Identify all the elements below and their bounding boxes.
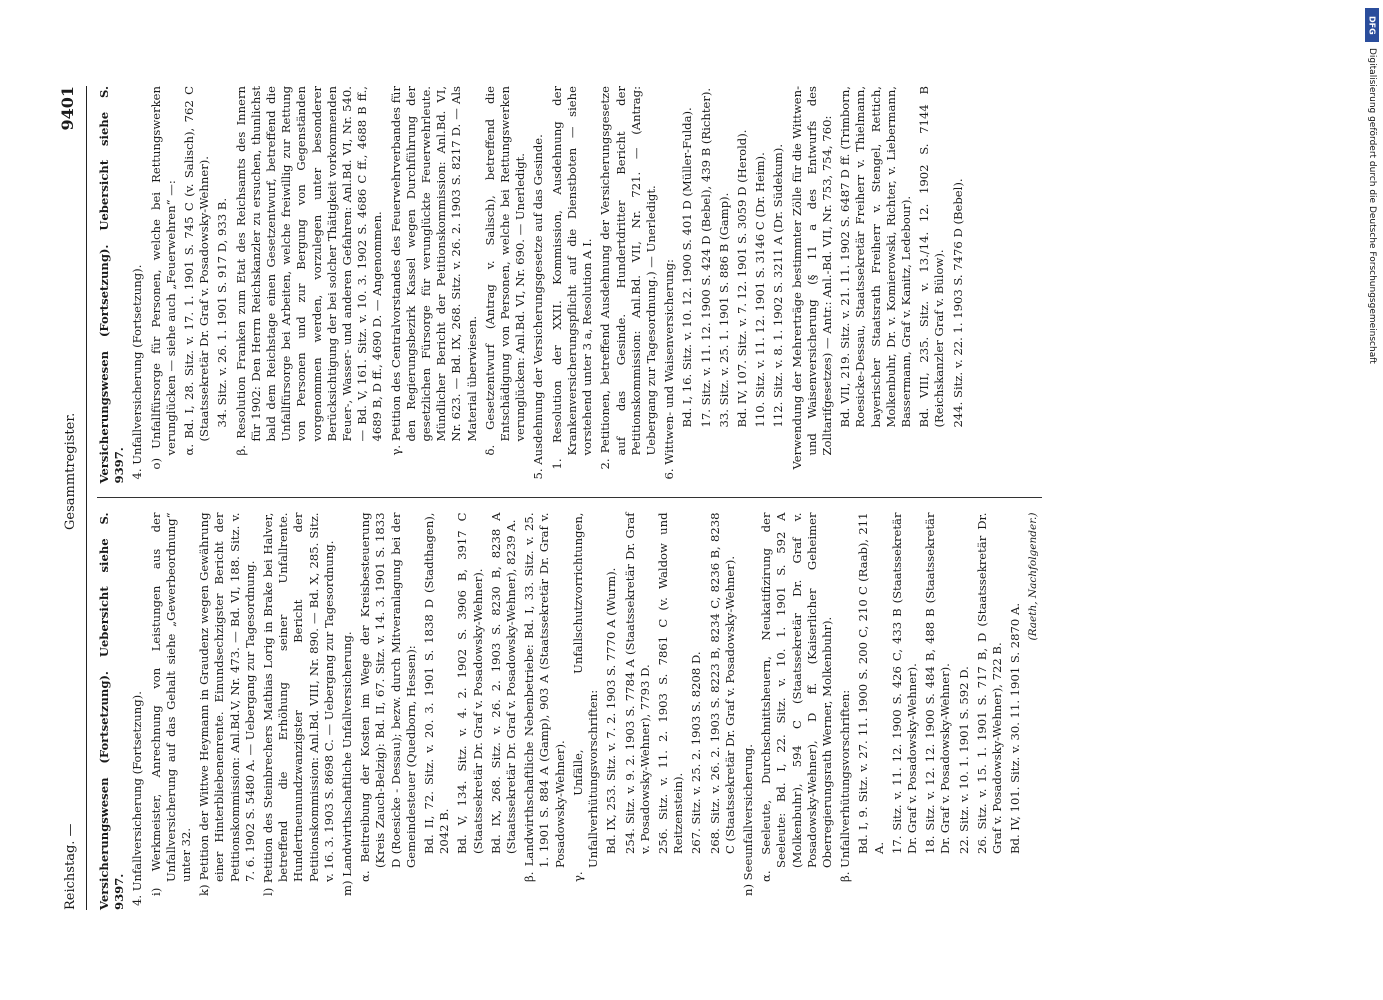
register-entry: Bd. II, 72. Sitz. v. 20. 3. 1901 S. 1838 D (Stadthagen), 2042 B. <box>422 512 452 854</box>
register-entry: Bd. I, 16. Sitz. v. 10. 12. 1900 S. 401 D (Müller-Fulda). <box>680 107 695 428</box>
right-column <box>97 86 1042 484</box>
register-entry: Bd. V, 134. Sitz. v. 4. 2. 1902 S. 3906 B, 3917 C (Staatssekretär Dr. Graf v. Posadowsky-Wehner). <box>455 512 485 854</box>
register-entry: 4. Unfallversicherung (Fortsetzung). <box>130 691 145 906</box>
register-entry: 34. Sitz. v. 26. 1. 1901 S. 917 D, 933 B. <box>215 197 230 428</box>
register-entry: 17. Sitz. v. 11. 12. 1900 S. 426 C, 433 B (Staatssekretär Dr. Graf v. Posadowsky-Wehner). <box>889 512 919 854</box>
register-entry: o) Unfallfürsorge für Personen, welche bei Rettungswerken verunglücken — siehe auch „Feuerwehren“ —: <box>148 86 178 470</box>
register-entry: Bd. VIII, 235. Sitz. v. 13./14. 12. 1902 S. 7144 B (Reichskanzler Graf v. Bülow). <box>917 86 947 428</box>
register-entry: α. Bd. I, 28. Sitz. v. 17. 1. 1901 S. 745 C (v. Salisch), 762 C (Staatssekretär Dr. Graf v. Posadowsky-Wehner). <box>182 86 212 456</box>
register-entry: i) Werkmeister, Anrechnung von Leistungen aus der Unfallversicherung auf das Gehalt siehe „Gewerbeordnung“ unter 32. <box>148 512 194 896</box>
register-entry: 110. Sitz. v. 11. 12. 1901 S. 3146 C (Dr. Heim). <box>753 152 768 428</box>
register-entry: Bd. IX, 268. Sitz. v. 26. 2. 1903 S. 8230 B, 8238 A (Staatssekretär Dr. Graf v. Posadowsky-Wehner), 8239 A. <box>488 512 519 854</box>
register-entry: β. Unfallverhütungsvorschriften: <box>838 689 853 882</box>
register-entry: γ. Petition des Centralvorstandes des Feuerwehrverbandes für den Regierungsbezirk Kassel wegen Durchführung der gesetzlichen Fürsorge für verunglückte Feuerwehrleute. Mündlicher Bericht der Petitionskommission: Anl.Bd. VI, Nr. 623. — Bd. IX, 268. Sitz. v. 26. 2. 1903 S. 8217 D. — Als Material überwiesen. <box>388 86 479 456</box>
dfg-logo-text: DFG <box>1367 15 1377 35</box>
register-entry: 5. Ausdehnung der Versicherungsgesetze auf das Gesinde. <box>531 134 546 480</box>
register-entry: l) Petition des Steinbrechers Mathias Lorig in Brake bei Halver, betreffend die Erhöhung seiner Unfallrente. Hundertneunundzwanzigster Bericht der Petitionskommission: Anl.Bd. VIII, Nr. 890. — Bd. X, 285. Sitz. v. 16. 3. 1903 S. 8698 C. — Uebergang zur Tagesordnung. <box>261 512 336 896</box>
register-entry: n) Seeunfallversicherung. <box>740 744 755 896</box>
register-entry: k) Petition der Wittwe Heymann in Graudenz wegen Gewährung einer Hinterbliebenenrente. Einundsechzigster Bericht der Petitionskommission: Anl.Bd.V, Nr. 473. — Bd. VI, 188. Sitz. v. 7. 6. 1902 S. 5480 A. — Uebergang zur Tagesordnung. <box>197 512 257 896</box>
register-entry: β. Landwirthschaftliche Nebenbetriebe: Bd. I, 33. Sitz. v. 25. 1. 1901 S. 884 A (Gamp), 903 A (Staatssekretär Dr. Graf v. Posadowsky-Wehner). <box>522 512 567 882</box>
register-entry: 6. Wittwen- und Waisenversicherung: <box>662 259 677 480</box>
register-entry: 26. Sitz. v. 15. 1. 1901 S. 717 B, D (Staatssekretär Dr. Graf v. Posadowsky-Wehner), 722 B. <box>974 512 1004 854</box>
register-entry: 244. Sitz. v. 22. 1. 1903 S. 7476 D (Bebel). <box>950 178 965 428</box>
register-entry: m) Landwirthschaftliche Unfallversicherung. <box>340 631 355 896</box>
left-column <box>97 513 1042 911</box>
register-entry: δ. Gesetzentwurf (Antrag v. Salisch), betreffend die Entschädigung von Personen, welche bei Rettungswerken verunglücken: Anl.Bd. VI, Nr. 690. — Unerledigt. <box>482 86 528 456</box>
register-entry: 4. Unfallversicherung (Fortsetzung). <box>130 264 145 480</box>
running-head-left: Reichstag. — <box>63 823 78 910</box>
register-entry: Bd. I, 9. Sitz. v. 27. 11. 1900 S. 200 C, 210 C (Raab), 211 A. <box>856 512 886 854</box>
register-entry: 1. Resolution der XXII. Kommission, Ausdehnung der Krankenversicherungspflicht auf die Dienstboten — siehe vorstehend unter 3 a, Resolution A I. <box>549 86 595 470</box>
column-note: (Raeth, Nachfolgender.) <box>1027 512 1040 641</box>
register-entry: Bd. IV, 101. Sitz. v. 30. 11. 1901 S. 2870 A. <box>1008 602 1023 854</box>
running-head <box>60 86 87 910</box>
register-entry: 2. Petitionen, betreffend Ausdehnung der Versicherungsgesetze auf das Gesinde. Hundertdritter Bericht der Petitionskommission: Anl.Bd. VII, Nr. 721. — (Antrag: Uebergang zur Tagesordnung.) — Unerledigt. <box>598 86 658 470</box>
register-entry: Bd. VII, 219. Sitz. v. 21. 11. 1902 S. 6487 D ff. (Trimborn, Roesicke-Dessau, Staatssekretär Freiherr v. Thielmann, bayerischer Staatsrath Freiherr v. Stengel, Rettich, Molkenbuhr, Dr. v. Komierowski, Richter, v. Liebermann, Bassermann, Graf v. Kanitz, Ledebour). <box>838 86 913 428</box>
register-entry: β. Resolution Franken zum Etat des Reichsamts des Innern für 1902: Den Herrn Reichskanzler zu ersuchen, thunlichst bald dem Reichstage einen Gesetzentwurf, betreffend die Unfallfürsorge bei Arbeiten, welche freiwillig zur Rettung von Personen und zur Bergung von Gegenständen vorgenommen werden, vorzulegen unter besonderer Berücksichtigung der bei solcher Thätigkeit vorkommenden Feuer-, Wasser- und anderen Gefahren: Anl.Bd. VI, Nr. 540. — Bd. V, 161. Sitz. v. 10. 3. 1902 S. 4686 C ff., 4688 B ff., 4689 B, D ff., 4690 D. — Angenommen. <box>233 86 385 456</box>
page-number: 9401 <box>58 86 77 131</box>
section-heading: Versicherungswesen (Fortsetzung). Uebersicht siehe S. 9397. <box>97 512 127 910</box>
register-entry: Bd. IX, 253. Sitz. v. 7. 2. 1903 S. 7770 A (Wurm). <box>604 567 619 854</box>
register-entry: α. Beitreibung der Kosten im Wege der Kreisbesteuerung (Kreis Zauch-Belzig): Bd. II, 67. Sitz. v. 14. 3. 1901 S. 1833 D (Roesicke - Dessau); bezw. durch Mitveranlagung bei der Gemeindesteuer (Quedborn, Hessen): <box>358 512 418 882</box>
register-entry: α. Seeleute, Durchschnittsheuern, Neukatifizirung der Seeleute: Bd. I, 22. Sitz. v. 10. 1. 1901 S. 592 A (Molkenbuhr), 594 C (Staatssekretär Dr. Graf v. Posadowsky-Wehner), D ff. (Kaiserlicher Geheimer Oberregierungsrath Werner, Molkenbuhr). <box>759 512 834 882</box>
register-entry: 267. Sitz. v. 25. 2. 1903 S. 8208 D. <box>689 651 704 854</box>
register-entry: 18. Sitz. v. 12. 12. 1900 S. 484 B, 488 B (Staatssekretär Dr. Graf v. Posadowsky-Wehner). <box>923 512 953 854</box>
register-entry: Verwendung der Mehrerträge bestimmter Zölle für die Wittwen- und Waisenversicherung (§ 11 a des Entwurfs des Zolltarifgesetzes) — Antr.: Anl.-Bd. VII, Nr. 753, 754, 760: <box>789 86 834 470</box>
register-entry: 254. Sitz. v. 9. 2. 1903 S. 7784 A (Staatssekretär Dr. Graf v. Posadowsky-Wehner), 7793 D. <box>622 512 652 854</box>
column-divider <box>97 498 1042 499</box>
register-entry: 17. Sitz. v. 11. 12. 1900 S. 424 D (Bebel), 439 B (Richter). <box>698 87 713 428</box>
register-entry: γ. Unfälle, Unfallschutzvorrichtungen, Unfallverhütungsvorschriften: <box>570 512 601 882</box>
register-entry: 22. Sitz. v. 10. 1. 1901 S. 592 D. <box>956 666 971 854</box>
register-entry: Bd. IV, 107. Sitz. v. 7. 12. 1901 S. 3059 D (Herold). <box>734 129 749 428</box>
section-heading: Versicherungswesen (Fortsetzung). Uebersicht siehe S. 9397. <box>97 86 127 484</box>
register-entry: 112. Sitz. v. 8. 1. 1902 S. 3211 A (Dr. Südekum). <box>771 143 786 428</box>
text-columns <box>97 86 1042 910</box>
running-head-center: Gesammtregister. <box>63 412 78 530</box>
register-entry: 256. Sitz. v. 11. 2. 1903 S. 7861 C (v. Waldow und Reitzenstein). <box>655 512 686 854</box>
dfg-logo <box>1365 8 1379 42</box>
register-entry: 33. Sitz. v. 25. 1. 1901 S. 886 B (Gamp). <box>716 192 731 428</box>
digitization-credit: Digitalisierung gefördert durch die Deutsche Forschungsgemeinschaft <box>1367 48 1377 364</box>
register-entry: 268. Sitz. v. 26. 2. 1903 S. 8223 B, 8234 C, 8236 B, 8238 C (Staatssekretär Dr. Graf v. Posadowsky-Wehner). <box>707 512 737 854</box>
